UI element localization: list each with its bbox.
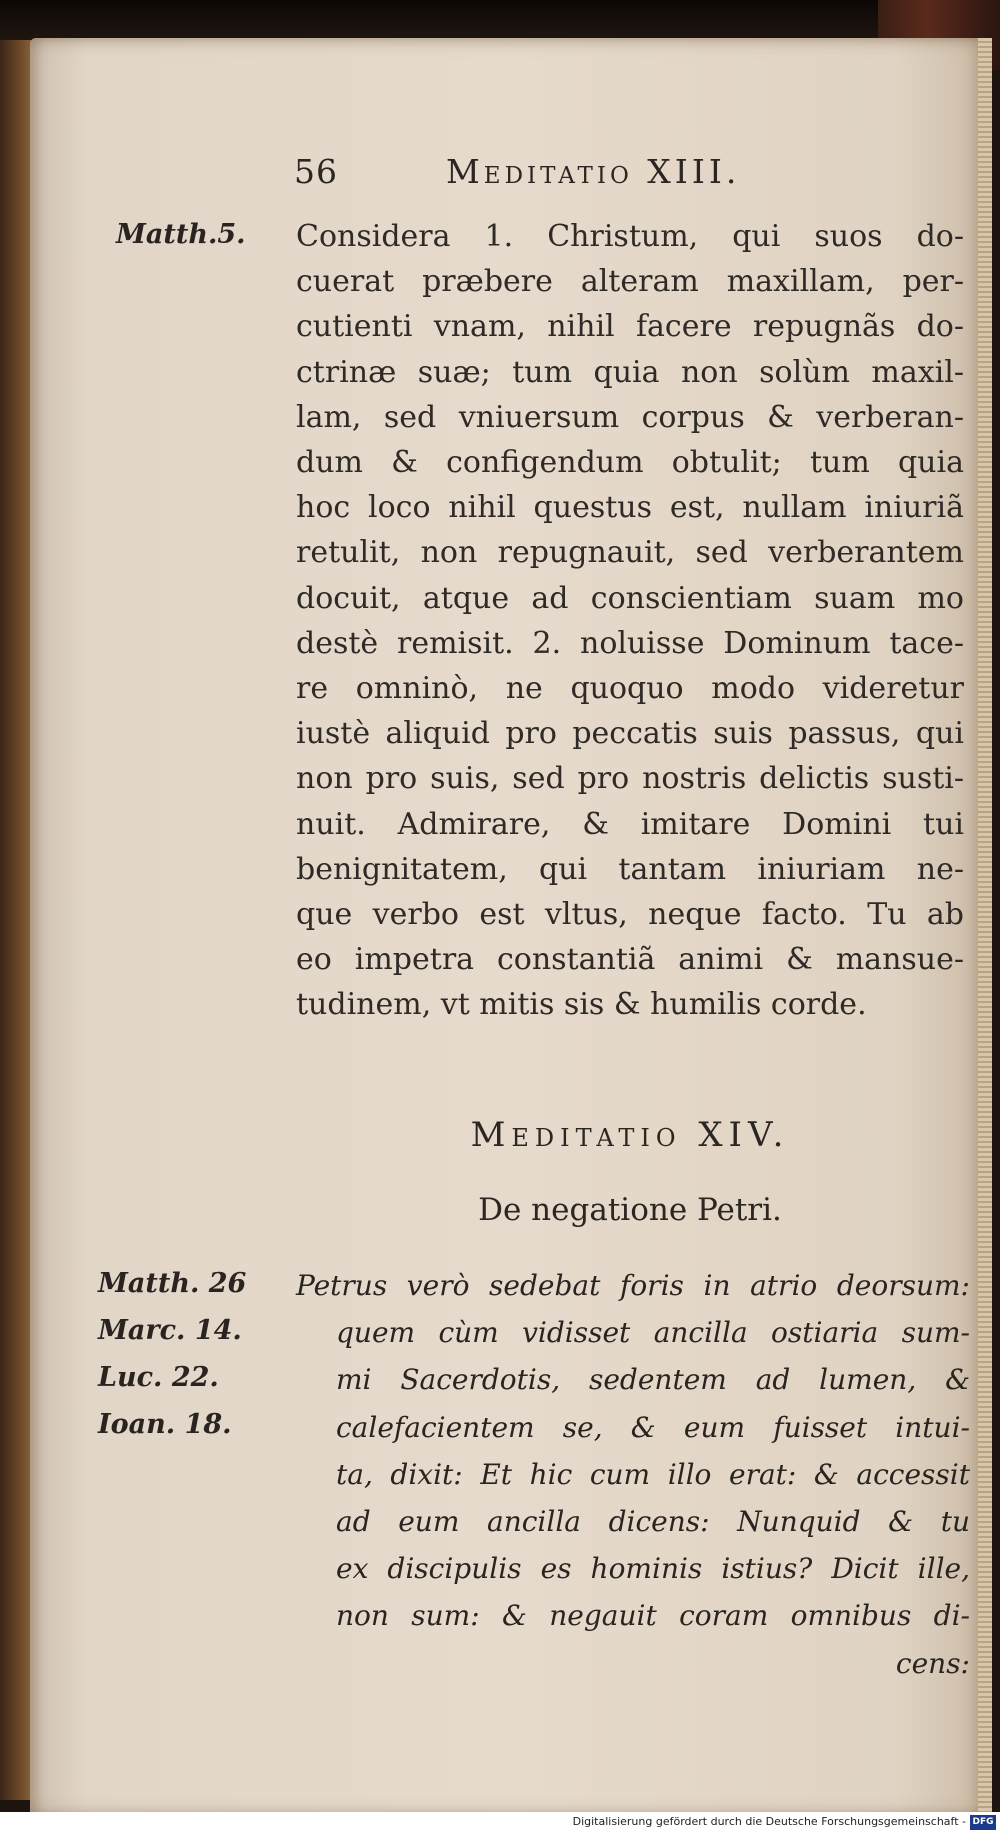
page-number: 56	[294, 152, 338, 191]
meditation-13-text	[296, 214, 964, 1028]
dfg-logo: DFG	[970, 1815, 996, 1830]
text-line: eo impetra constantiã animi & mansue-	[296, 942, 964, 978]
text-line: mi Sacerdotis, sedentem ad lumen, &	[336, 1363, 970, 1397]
text-line: non pro suis, sed pro nostris delictis susti-	[296, 761, 964, 797]
text-line: calefacientem se, & eum fuisset intui-	[336, 1410, 970, 1444]
margin-reference: Marc. 14.	[98, 1315, 242, 1346]
text-line: nuit. Admirare, & imitare Domini tui	[296, 806, 964, 842]
text-line: tudinem, vt mitis sis & humilis corde.	[296, 987, 867, 1023]
text-line: docuit, atque ad conscientiam suam mo	[296, 580, 964, 616]
text-line: hoc loco nihil questus est, nullam iniuriã	[296, 490, 964, 526]
text-line: cutienti vnam, nihil facere repugnãs do-	[296, 309, 964, 345]
digitization-credit: Digitalisierung gefördert durch die Deutsche Forschungsgemeinschaft -	[572, 1815, 966, 1828]
margin-reference: Ioan. 18.	[98, 1409, 232, 1440]
meditation-14-subheading: De negatione Petri.	[478, 1192, 782, 1228]
text-line: Petrus verò sedebat foris in atrio deorsum:	[296, 1269, 970, 1302]
margin-reference: Luc. 22.	[98, 1362, 219, 1393]
text-line: iustè aliquid pro peccatis suis passus, qui	[296, 716, 964, 752]
text-line: lam, sed vniuersum corpus & verberan-	[296, 399, 964, 435]
meditation-14-heading: Meditatio XIV.	[470, 1115, 790, 1155]
margin-reference: Matth.5.	[116, 219, 246, 250]
text-line: benignitatem, qui tantam iniuriam ne-	[296, 851, 964, 887]
text-line: quem cùm vidisset ancilla ostiaria sum-	[336, 1316, 970, 1350]
text-line: retulit, non repugnauit, sed verberantem	[296, 535, 964, 571]
margin-reference: Matth. 26	[98, 1268, 247, 1299]
text-line: dum & configendum obtulit; tum quia	[296, 445, 964, 481]
meditation-14-text	[296, 1262, 970, 1687]
page-edge	[978, 38, 992, 1816]
text-line: cuerat præbere alteram maxillam, per-	[296, 264, 964, 300]
text-line: ex discipulis es hominis istius? Dicit ille,	[336, 1552, 970, 1586]
text-line: que verbo est vltus, neque facto. Tu ab	[296, 897, 964, 933]
text-line: ctrinæ suæ; tum quia non solùm maxil-	[296, 354, 964, 390]
text-line: destè remisit. 2. noluisse Dominum tace-	[296, 625, 964, 661]
text-line: ad eum ancilla dicens: Nunquid & tu	[336, 1505, 970, 1539]
text-line: re omninò, ne quoquo modo videretur	[296, 671, 964, 707]
text-line: non sum: & negauit coram omnibus di-	[336, 1599, 970, 1633]
running-title: Meditatio XIII.	[446, 152, 741, 191]
text-line: cens:	[895, 1646, 970, 1680]
text-line: ta, dixit: Et hic cum illo erat: & accessit	[336, 1457, 970, 1491]
text-line: Considera 1. Christum, qui suos do-	[296, 219, 964, 254]
